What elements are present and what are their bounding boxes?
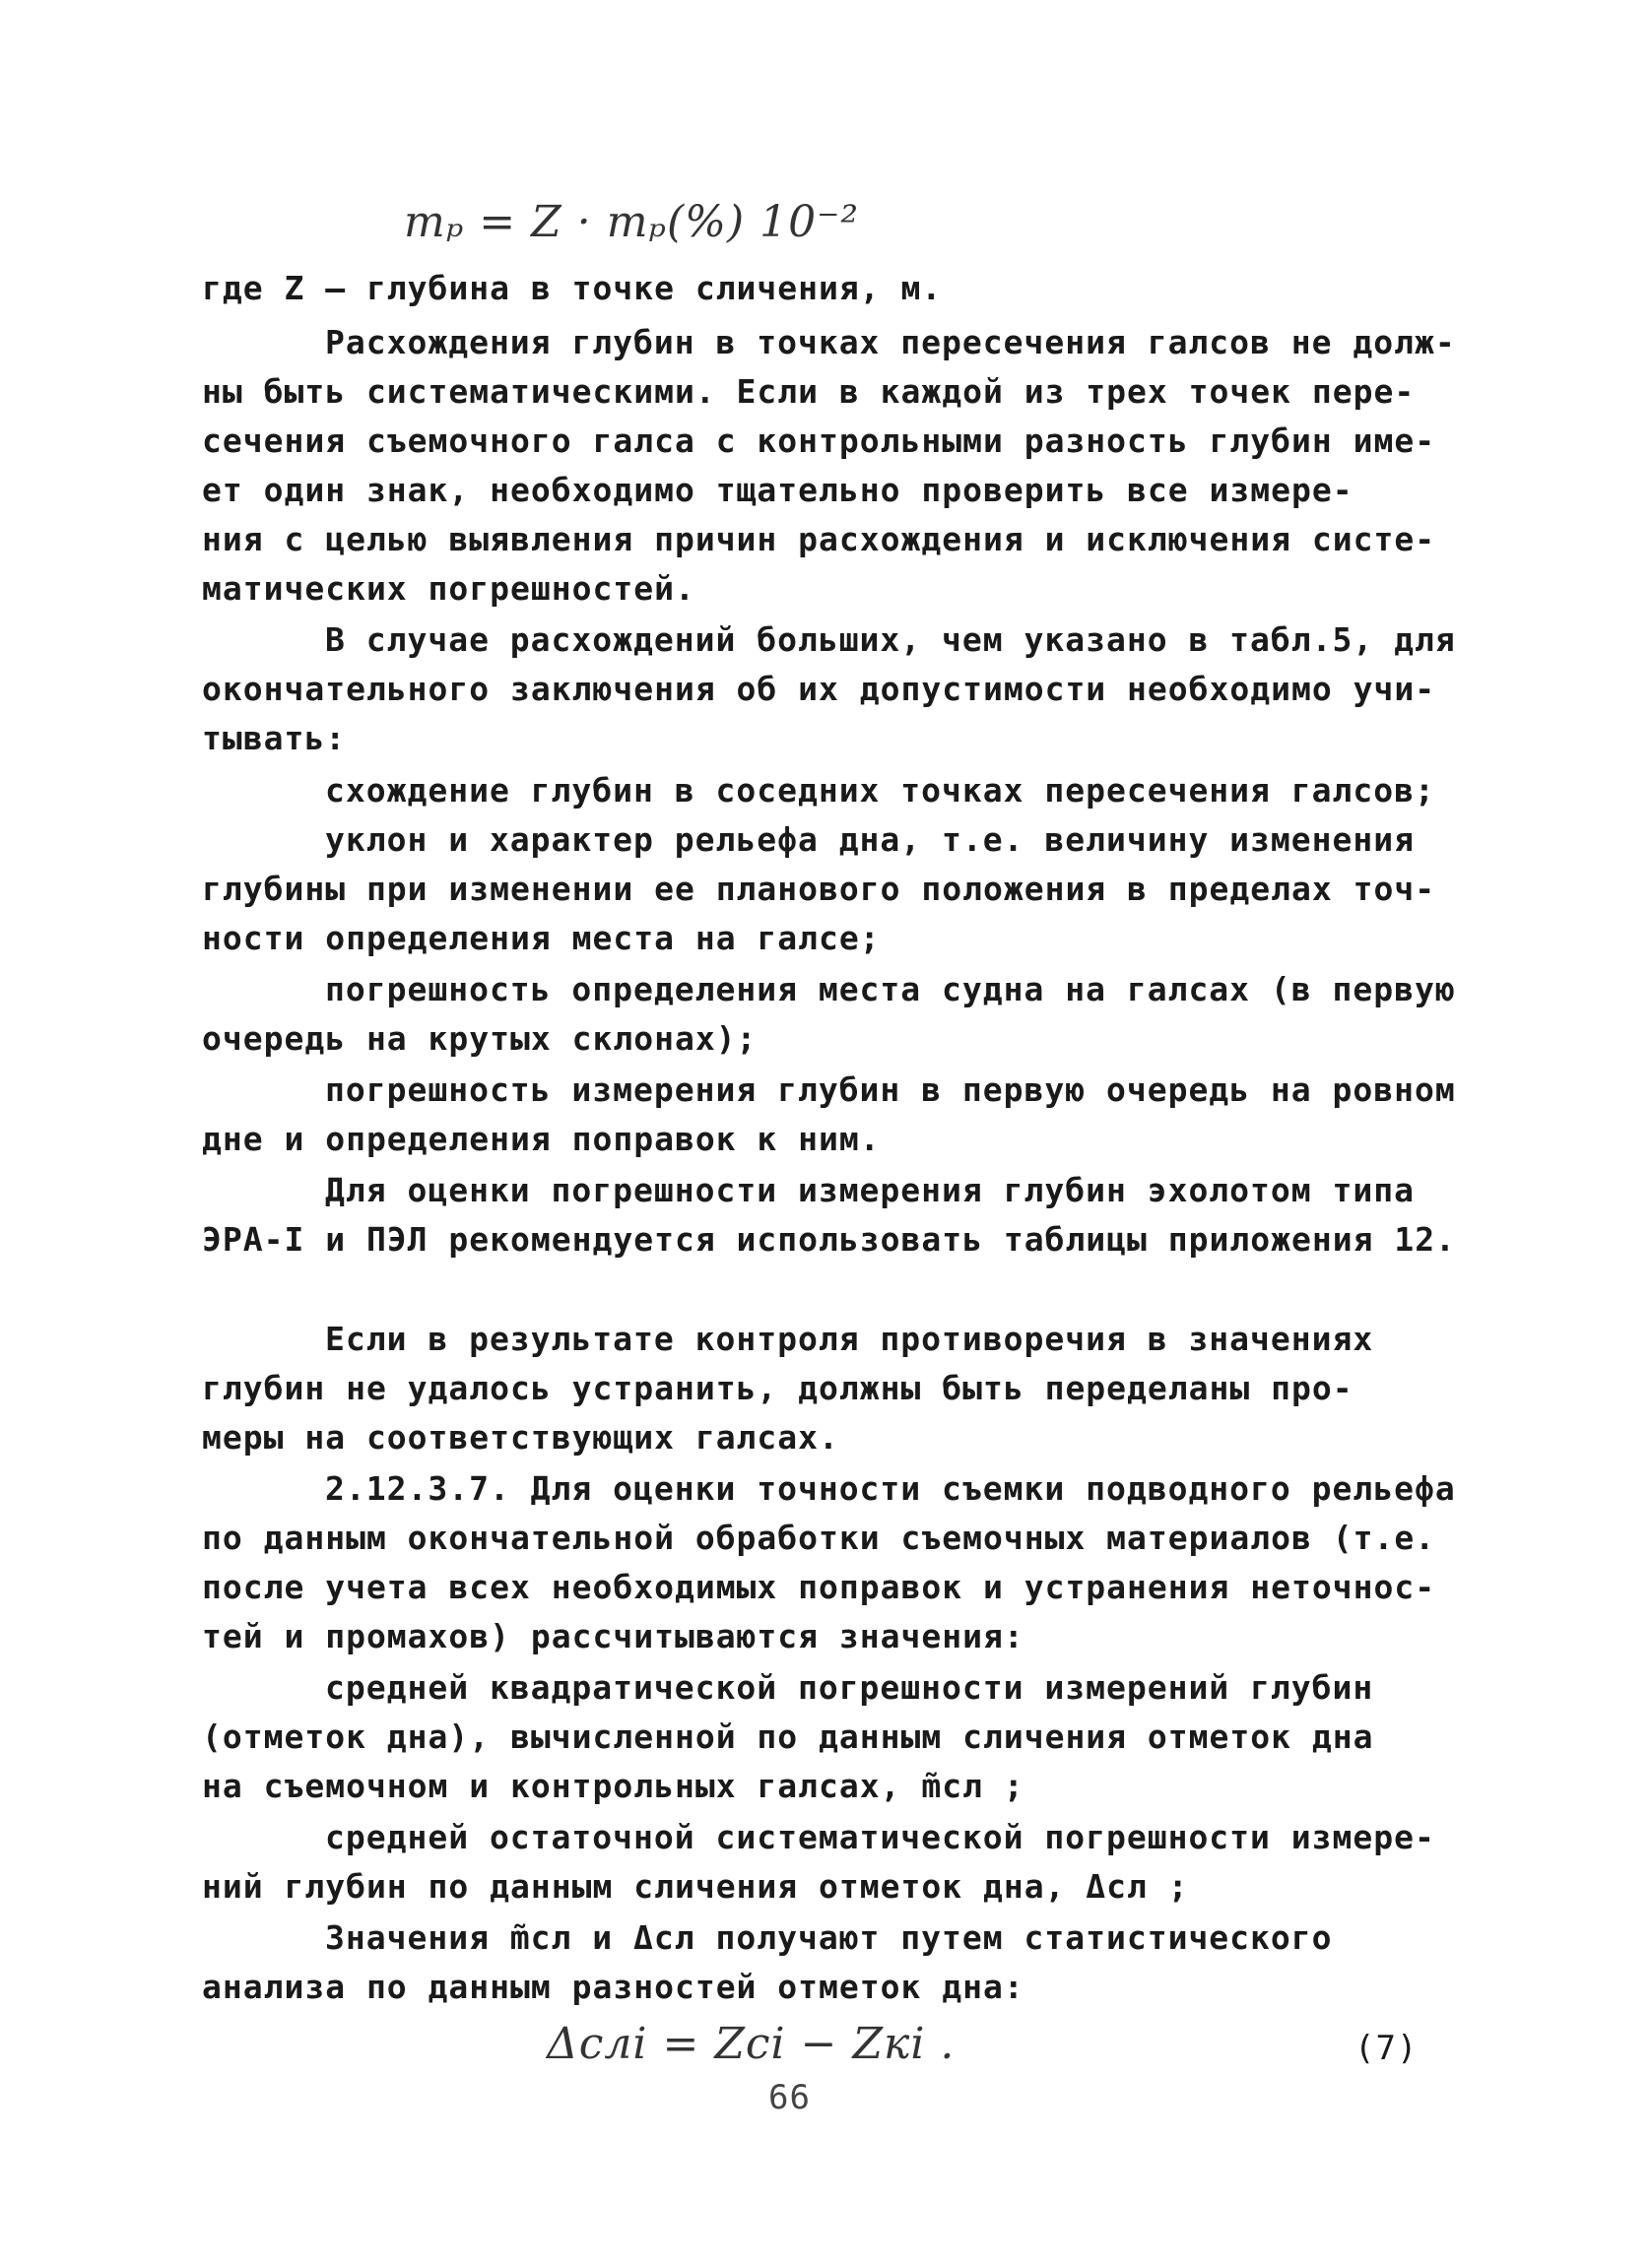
text-line: тей и промахов) рассчитываются значения:	[202, 1617, 1024, 1655]
text-line: Если в результате контроля противоречия в значениях	[325, 1320, 1374, 1358]
text-line: сечения съемочного галса с контрольными разность глубин име-	[202, 421, 1436, 460]
text-line: схождение глубин в соседних точках пересечения галсов;	[325, 771, 1435, 810]
text-line: Значения m̃сл и Δсл получают путем статистического	[325, 1918, 1333, 1957]
text-line: где Z – глубина в точке сличения, м.	[202, 269, 943, 307]
text-line: после учета всех необходимых поправок и устранения неточнос-	[202, 1568, 1436, 1606]
text-line: меры на соответствующих галсах.	[202, 1418, 839, 1457]
text-line: очередь на крутых склонах);	[202, 1019, 758, 1058]
text-line: ны быть систематическими. Если в каждой из трех точек пере-	[202, 372, 1416, 411]
text-line: ния с целью выявления причин расхождения и исключения систе-	[202, 520, 1436, 558]
equation-number: (7)	[1354, 2029, 1419, 2068]
text-line: погрешность определения места судна на галсах (в первую	[325, 970, 1456, 1008]
text-line: глубин не удалось устранить, должны быть переделаны про-	[202, 1369, 1354, 1407]
text-line: глубины при изменении ее планового положения в пределах точ-	[202, 870, 1436, 908]
text-line: по данным окончательной обработки съемочных материалов (т.е.	[202, 1519, 1436, 1557]
text-line: В случае расхождений больших, чем указано в табл.5, для	[325, 620, 1456, 659]
text-line: дне и определения поправок к ним.	[202, 1120, 881, 1158]
page-number: 66	[768, 2078, 811, 2117]
text-line: ности определения места на галсе;	[202, 919, 881, 957]
text-line: Расхождения глубин в точках пересечения галсов не долж-	[325, 323, 1456, 361]
text-line: погрешность измерения глубин в первую очередь на ровном	[325, 1070, 1456, 1109]
text-line: средней квадратической погрешности измерений глубин	[325, 1668, 1374, 1707]
text-line: тывать:	[202, 719, 347, 757]
text-line: ЭРА-I и ПЭЛ рекомендуется использовать таблицы приложения 12.	[202, 1220, 1456, 1259]
text-line: средней остаточной систематической погрешности измере-	[325, 1818, 1435, 1856]
text-line: анализа по данным разностей отметок дна:	[202, 1968, 1024, 2006]
text-line: на съемочном и контрольных галсах, m̃сл ;	[202, 1767, 1024, 1805]
text-line: уклон и характер рельефа дна, т.е. величину изменения	[325, 820, 1415, 859]
text-line: ний глубин по данным сличения отметок дна, Δсл ;	[202, 1867, 1189, 1906]
text-line: Для оценки погрешности измерения глубин эхолотом типа	[325, 1171, 1415, 1209]
text-line: матических погрешностей.	[202, 569, 695, 608]
formula-top: mₚ = Z · mₚ(%) 10⁻²	[404, 197, 859, 247]
formula-bottom: Δслi = Zсi − Zкi .	[547, 2019, 956, 2069]
text-line: ет один знак, необходимо тщательно проверить все измере-	[202, 471, 1354, 509]
text-line: 2.12.3.7. Для оценки точности съемки подводного рельефа	[325, 1469, 1456, 1508]
text-line: окончательного заключения об их допустимости необходимо учи-	[202, 670, 1436, 708]
text-line: (отметок дна), вычисленной по данным сличения отметок дна	[202, 1717, 1374, 1756]
